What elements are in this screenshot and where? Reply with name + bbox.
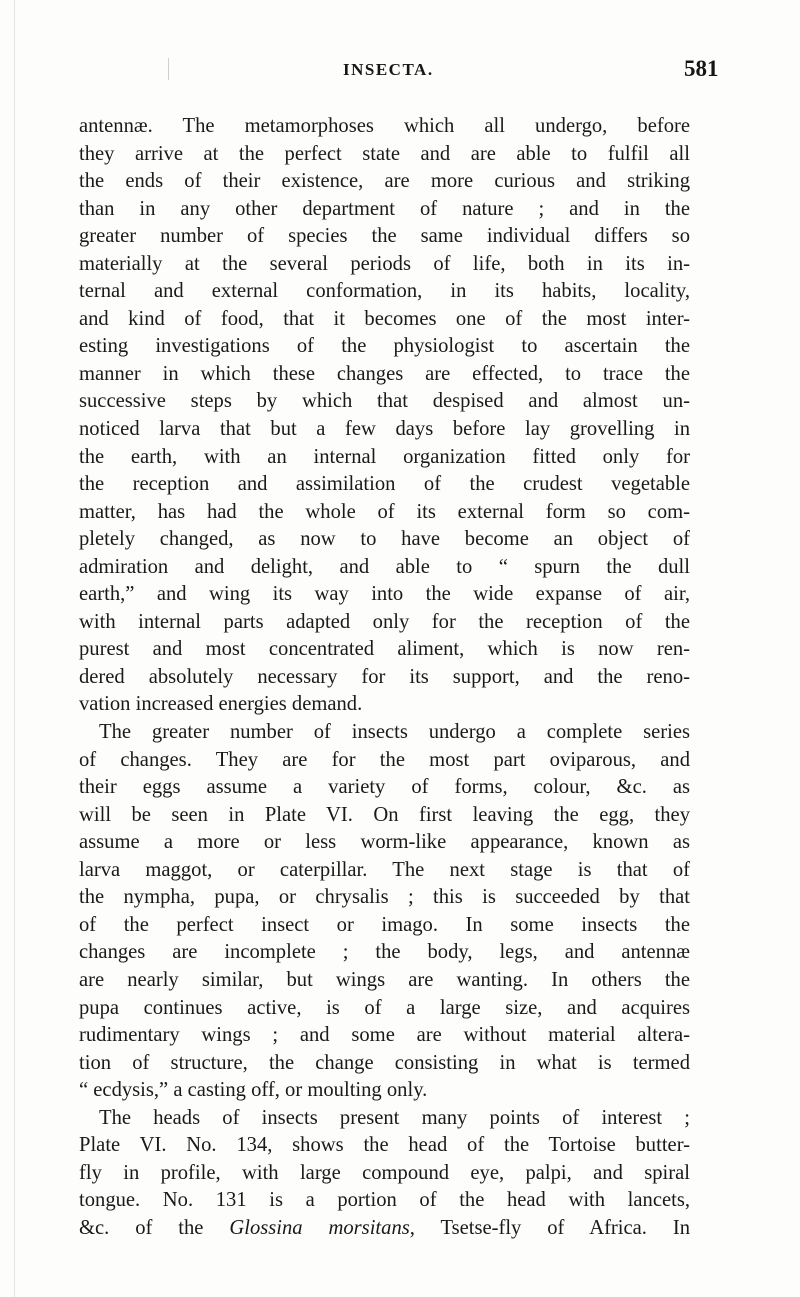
text-line: the nympha, pupa, or chrysalis ; this is succeeded by that	[79, 886, 690, 909]
text-line: materially at the several periods of life, both in its in-	[79, 252, 690, 275]
text-line: pletely changed, as now to have become an object of	[79, 528, 690, 551]
text-line: The greater number of insects undergo a complete series	[99, 721, 690, 744]
text-line: esting investigations of the physiologist to ascertain the	[79, 335, 690, 358]
text-line: their eggs assume a variety of forms, colour, &c. as	[79, 776, 690, 799]
text-line: noticed larva that but a few days before lay grovelling in	[79, 418, 690, 441]
text-line: the ends of their existence, are more curious and striking	[79, 170, 690, 193]
text-line: matter, has had the whole of its external form so com-	[79, 500, 690, 523]
text-line: The heads of insects present many points of interest ;	[99, 1106, 690, 1129]
text-line: tion of structure, the change consisting in what is termed	[79, 1051, 690, 1074]
text-line: greater number of species the same individual differs so	[79, 225, 690, 248]
text-line: than in any other department of nature ; and in the	[79, 197, 690, 220]
text-line: larva maggot, or caterpillar. The next stage is that of	[79, 858, 690, 881]
text-line: antennæ. The metamorphoses which all undergo, before	[79, 115, 690, 137]
text-line: purest and most concentrated aliment, which is now ren-	[79, 638, 690, 661]
text-line: &c. of the Glossina morsitans, Tsetse-fly of Africa. In	[79, 1216, 690, 1239]
body-text	[79, 113, 690, 1242]
text-line: vation increased energies demand.	[79, 693, 363, 716]
text-line: fly in profile, with large compound eye, palpi, and spiral	[79, 1161, 690, 1184]
text-line: Plate VI. No. 134, shows the head of the Tortoise butter-	[79, 1134, 690, 1157]
text-line: manner in which these changes are effected, to trace the	[79, 362, 690, 385]
text-line: are nearly similar, but wings are wanting. In others the	[79, 968, 690, 991]
text-line: the earth, with an internal organization fitted only for	[79, 445, 690, 468]
text-line: dered absolutely necessary for its support, and the reno-	[79, 665, 690, 688]
text-line: will be seen in Plate VI. On first leaving the egg, they	[79, 803, 690, 826]
text-line: changes are incomplete ; the body, legs, and antennæ	[79, 941, 690, 964]
text-line: admiration and delight, and able to “ spurn the dull	[79, 555, 690, 578]
page-edge	[14, 0, 15, 1297]
running-title: INSECTA.	[343, 60, 434, 79]
page-number: 581	[684, 56, 719, 81]
text-line: successive steps by which that despised and almost un-	[79, 390, 690, 413]
text-line: rudimentary wings ; and some are without material altera-	[79, 1024, 690, 1047]
text-line: tongue. No. 131 is a portion of the head with lancets,	[79, 1189, 690, 1212]
text-line: and kind of food, that it becomes one of the most inter-	[79, 307, 690, 330]
text-line: of changes. They are for the most part oviparous, and	[79, 748, 690, 771]
text-line: with internal parts adapted only for the reception of the	[79, 610, 690, 633]
text-line: of the perfect insect or imago. In some insects the	[79, 913, 690, 936]
text-line: “ ecdysis,” a casting off, or moulting only.	[79, 1079, 428, 1102]
text-line: ternal and external conformation, in its habits, locality,	[79, 280, 690, 303]
text-line: earth,” and wing its way into the wide expanse of air,	[79, 583, 690, 606]
text-line: pupa continues active, is of a large size, and acquires	[79, 996, 690, 1019]
text-line: they arrive at the perfect state and are able to fulfil all	[79, 142, 690, 165]
text-line: assume a more or less worm-like appearance, known as	[79, 831, 690, 854]
text-line: the reception and assimilation of the crudest vegetable	[79, 473, 690, 496]
page-header	[0, 56, 800, 84]
